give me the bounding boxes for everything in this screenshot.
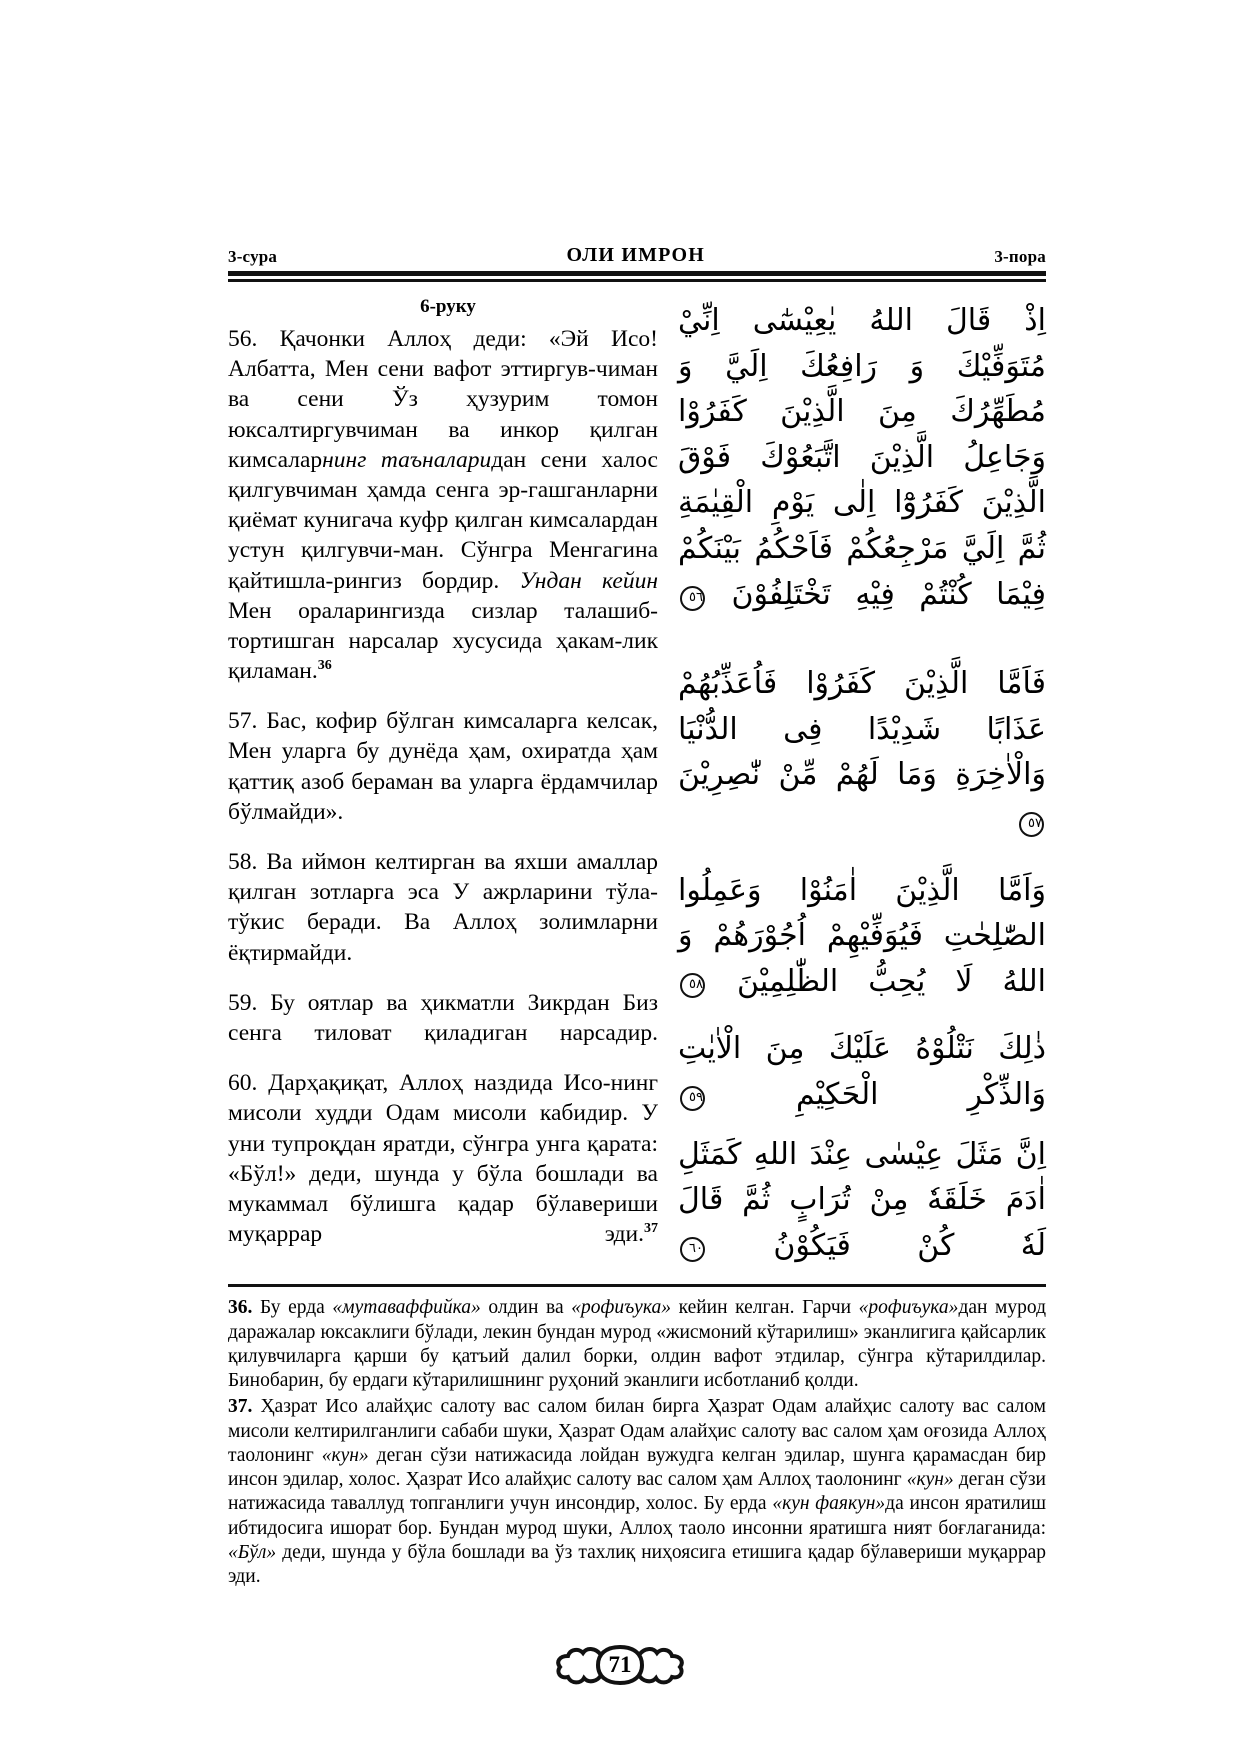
- running-head-right: 3-пора: [994, 247, 1046, 266]
- footnote-36-number: 36.: [228, 1297, 253, 1319]
- arabic-ayah-57-text: فَاَمَّا الَّذِيْنَ كَفَرُوْا فَاُعَذِّبُهُمْ عَذَابًا شَدِيْدًا فِى الدُّنْيَا وَالْاٰخِرَةِ وَمَا لَهُمْ مِّنْ نّٰصِرِيْنَ: [678, 666, 1046, 793]
- footnotes-area: [228, 1296, 1046, 1589]
- running-head: [228, 244, 1046, 271]
- verse-60: [228, 1068, 658, 1249]
- footnote-rule: [228, 1284, 1046, 1287]
- ruku-heading: 6-руку: [420, 296, 476, 317]
- footnote-ref-36[interactable]: 36: [317, 658, 332, 674]
- arabic-ayah-58-text: وَاَمَّا الَّذِيْنَ اٰمَنُوْا وَعَمِلُوا الصّٰلِحٰتِ فَيُوَفِّيْهِمْ اُجُوْرَهُمْ وَ اللهُ لَا يُحِبُّ الظّٰلِمِيْنَ: [678, 872, 1046, 999]
- verse-57-text: 57. Бас, кофир бўлган кимсаларга келсак, Мен уларга бу дунёда ҳам, охиратда ҳам қаттиқ азоб бераман ва уларга ёрдамчилар бўлмайди».: [228, 708, 658, 825]
- arabic-ayah-59-text: ذٰلِكَ نَتْلُوْهُ عَلَيْكَ مِنَ الْاٰيٰتِ وَالذِّكْرِ الْحَكِيْمِ: [678, 1031, 1046, 1112]
- arabic-ayah-60-text: اِنَّ مَثَلَ عِيْسٰى عِنْدَ اللهِ كَمَثَلِ اٰدَمَ خَلَقَهٗ مِنْ تُرَابٍ ثُمَّ قَالَ لَهٗ كُنْ فَيَكُوْنُ: [678, 1136, 1046, 1263]
- footnote-36: [228, 1296, 1046, 1393]
- verse-58-text: 58. Ва иймон келтирган ва яхши амаллар қилган зотларга эса У ажрларини тўла-тўкис беради. Ва Аллоҳ золимларни ёқтирмайди.: [228, 849, 658, 966]
- header-rule: [228, 271, 1046, 282]
- page-content: [228, 244, 1046, 1591]
- arabic-ayah-56-text: اِذْ قَالَ اللهُ يٰعِيْسٰٓى اِنِّيْ مُتَوَفِّيْكَ وَ رَافِعُكَ اِلَيَّ وَ مُطَهِّرُكَ مِنَ الَّذِيْنَ كَفَرُوْا وَجَاعِلُ الَّذِيْنَ اتَّبَعُوْكَ فَوْقَ الَّذِيْنَ كَفَرُوْٓا اِلٰى يَوْمِ الْقِيٰمَةِ ثُمَّ اِلَيَّ مَرْجِعُكُمْ فَاَحْكُمُ بَيْنَكُمْ فِيْمَا كُنْتُمْ فِيْهِ تَخْتَلِفُوْنَ: [678, 303, 1046, 612]
- footnote-37-number: 37.: [228, 1396, 253, 1418]
- verse-59: [228, 988, 658, 1048]
- running-head-left: 3-сура: [228, 247, 278, 266]
- verse-60-text: 60. Дарҳақиқат, Аллоҳ наздида Исо-нинг мисоли худди Одам мисоли кабидир. У уни тупроқдан яратди, сўнгра унга қарата: «Бўл!» деди, шунда у бўла бошлади ва мукаммал бўлишга қадар бўлавериши муқаррар эди.: [228, 1070, 658, 1248]
- arabic-ayah-57: [678, 661, 1046, 843]
- footnote-37: [228, 1395, 1046, 1589]
- arabic-ayah-58: [678, 868, 1046, 1005]
- verse-57: [228, 706, 658, 827]
- arabic-column: [678, 296, 1046, 1268]
- arabic-ayah-60: [678, 1132, 1046, 1269]
- ayah-endmark-60: ٦٠: [680, 1237, 705, 1262]
- translation-column: [228, 296, 658, 1268]
- verse-59-text: 59. Бу оятлар ва ҳикматли Зикрдан Биз сенга тиловат қиладиган нарсадир.: [228, 989, 658, 1046]
- ayah-endmark-59: ٥٩: [680, 1086, 705, 1111]
- ayah-endmark-57: ٥٧: [1019, 812, 1044, 837]
- folio: [0, 1642, 1240, 1688]
- ayah-endmark-56: ٥٦: [680, 586, 705, 611]
- footnote-36-text: Бу ерда «мутаваффийка» олдин ва «рофиъука» кейин келган. Гарчи «рофиъука»дан мурод даражалар юксаклиги бўлади, лекин бундан мурод «жисмоний кўтарилиш» эканлигига қайсарлик қилувчиларга қарши бу қатъий далил борки, олдин вафот этдилар, сўнгра кўтарилдилар. Бинобарин, бу ердаги кўтарилишнинг руҳоний эканлиги исботланиб қолди.: [228, 1297, 1047, 1392]
- page-number: 71: [608, 1652, 632, 1677]
- verse-58: [228, 847, 658, 968]
- ayah-endmark-58: ٥٨: [680, 973, 705, 998]
- body-columns: [228, 296, 1046, 1268]
- footnote-37-text: Ҳазрат Исо алайҳис салоту вас салом билан бирга Ҳазрат Одам алайҳис салоту вас салом мисоли келтирилганлиги сабаби шуки, Ҳазрат Одам алайҳис салоту вас салом ҳам оғозида Аллоҳ таолонинг «кун» деган сўзи натижасида лойдан вужудга келган эдилар, шунга қарамасдан бир инсон эдилар, холос. Ҳазрат Исо алайҳис салоту вас салом ҳам Аллоҳ таолонинг «кун» деган сўзи натижасида таваллуд топганлиги учун инсондир, холос. Бу ерда «кун фаякун»да инсон яратилиш ибтидосига ишорат бор. Бундан мурод шуки, Аллоҳ таоло инсонни яратишга ният боғлаганида: «Бўл» деди, шунда у бўла бошлади ва ўз тахлиқ ниҳоясига етишига қадар бўлавериши муқаррар эди.: [228, 1396, 1047, 1588]
- arabic-ayah-56: [678, 298, 1046, 617]
- running-head-center: ОЛИ ИМРОН: [566, 244, 705, 266]
- arabic-ayah-59: [678, 1026, 1046, 1117]
- footnote-ref-37[interactable]: 37: [644, 1221, 658, 1237]
- verse-56-text: 56. Қачонки Аллоҳ деди: «Эй Исо! Албатта, Мен сени вафот эттиргув-чиман ва сени Ўз ҳузурим томон юксалтиргувчиман ва инкор қилган кимсаларнинг таъналаридан сени халос қилгувчиман ҳамда сенга эр-гашганларни қиёмат кунигача куфр қилган кимсалардан устун қилгувчи-ман. Сўнгра Менгагина қайтишла-рингиз бордир. Ундан кейин Мен ораларингизда сизлар талашиб-тортишган нарсалар хусусида ҳакам-лик қиламан.: [228, 326, 658, 685]
- verse-56: [228, 324, 658, 686]
